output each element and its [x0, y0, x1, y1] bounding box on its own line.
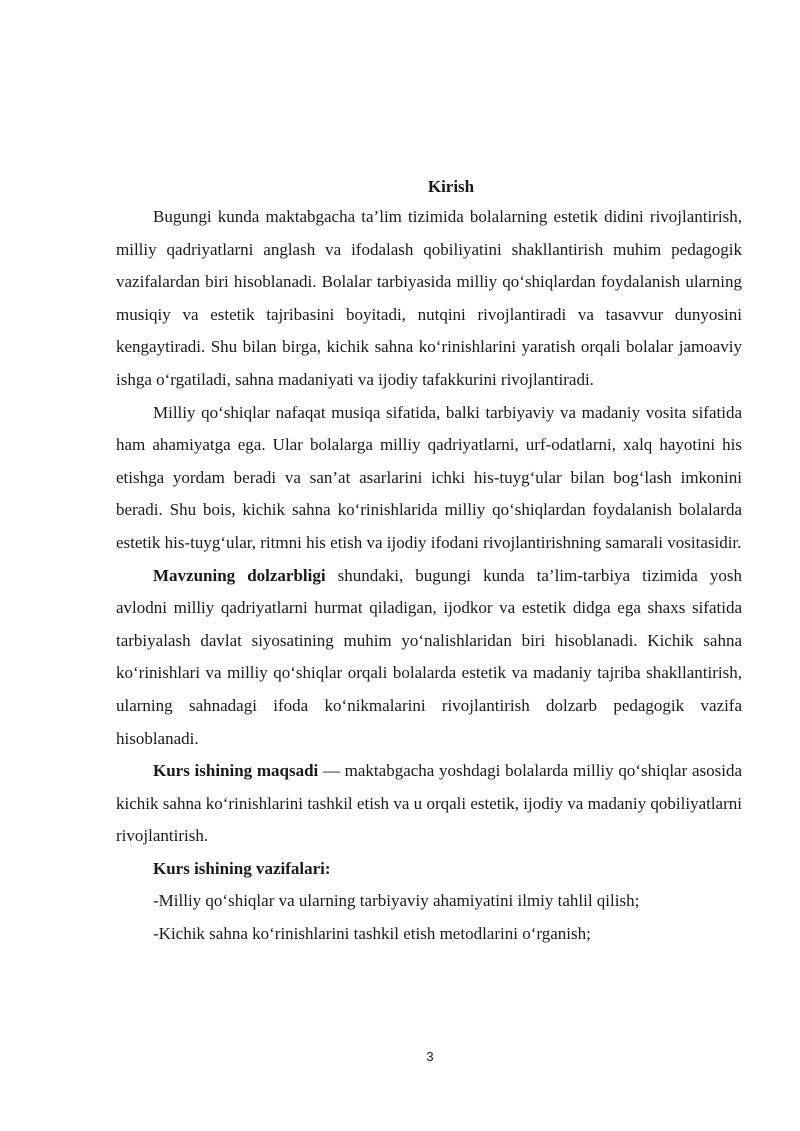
- goal-text: — maktabgacha yoshdagi bolalarda milliy qo‘shiqlar asosida kichik sahna ko‘rinishlarini tashkil etish va u orqali estetik, ijodiy va madaniy qobiliyatlarni rivojlantirish.: [116, 761, 742, 846]
- section-title: Kirish: [427, 177, 475, 196]
- task-item: -Kichik sahna ko‘rinishlarini tashkil etish metodlarini o‘rganish;: [153, 924, 591, 944]
- tasks-heading: Kurs ishining vazifalari:: [153, 858, 331, 878]
- paragraph-relevance: [116, 560, 742, 756]
- relevance-text: shundaki, bugungi kunda ta’lim-tarbiya tizimida yosh avlodni milliy qadriyatlarni hurmat qiladigan, ijodkor va estetik didga ega shaxs sifatida tarbiyalash davlat siyosatining muhim yo‘nalishlaridan biri hisoblanadi. Kichik sahna ko‘rinishlari va milliy qo‘shiqlar orqali bolalarda estetik va madaniy tajriba shakllantirish, ularning sahnadagi ifoda ko‘nikmalarini rivojlantirish dolzarb pedagogik vazifa hisoblanadi.: [116, 565, 742, 748]
- relevance-label: Mavzuning dolzarbligi: [153, 565, 326, 585]
- paragraph-goal: [116, 755, 742, 853]
- document-body: [116, 172, 742, 951]
- paragraph-intro: Bugungi kunda maktabgacha ta’lim tizimida bolalarning estetik didini rivojlantirish, milliy qadriyatlarni anglash va ifodalash qobiliyatini shakllantirish muhim pedagogik vazifalardan biri hisoblanadi. Bolalar tarbiyasida milliy qo‘shiqlardan foydalanish ularning musiqiy va estetik tajribasini boyitadi, nutqini rivojlantiradi va tasavvur dunyosini kengaytiradi. Shu bilan birga, kichik sahna ko‘rinishlarini yaratish orqali bolalar jamoaviy ishga o‘rgatiladi, sahna madaniyati va ijodiy tafakkurini rivojlantiradi.: [116, 207, 742, 389]
- paragraph-national-songs: Milliy qo‘shiqlar nafaqat musiqa sifatida, balki tarbiyaviy va madaniy vosita sifatida ham ahamiyatga ega. Ular bolalarga milliy qadriyatlarni, urf-odatlarni, xalq hayotini his etishga yordam beradi va san’at asarlarini ichki his-tuyg‘ular bilan bog‘lash imkonini beradi. Shu bois, kichik sahna ko‘rinishlarida milliy qo‘shiqlardan foydalanish bolalarda estetik his-tuyg‘ular, ritmni his etish va ijodiy ifodani rivojlantirishning samarali vositasidir.: [116, 402, 742, 552]
- page-number: 3: [426, 1049, 434, 1064]
- goal-label: Kurs ishining maqsadi: [153, 761, 319, 781]
- task-item: -Milliy qo‘shiqlar va ularning tarbiyaviy ahamiyatini ilmiy tahlil qilish;: [153, 891, 640, 911]
